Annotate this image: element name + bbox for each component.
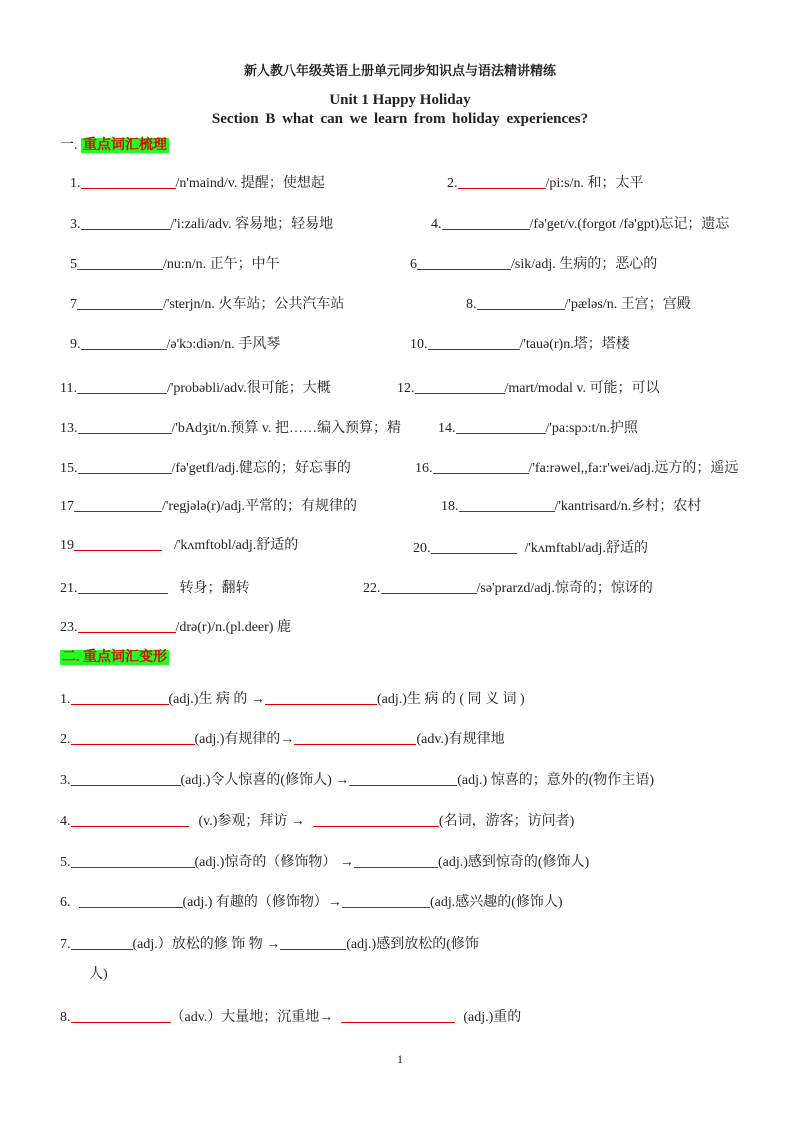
transform-row-continuation: 人) xyxy=(89,967,108,982)
vocab-item: 6 /sik/adj. 生病的；恶心的 xyxy=(410,257,658,272)
vocab-item: 11. /'probəbli/adv.很可能；大概 xyxy=(60,381,331,396)
vocab-item: 19 /'kʌmftobl/adj.舒适的 xyxy=(60,538,299,553)
answer-blank[interactable] xyxy=(78,459,172,474)
vocab-item: 21. 转身；翻转 xyxy=(60,581,250,596)
answer-blank[interactable] xyxy=(442,215,530,230)
vocab-item: 5 /nu:n/n. 正午；中午 xyxy=(70,257,280,272)
answer-blank[interactable] xyxy=(71,730,195,745)
vocab-item: 10. /'tauə(r)n.塔；塔楼 xyxy=(410,337,630,352)
vocab-item: 15. /fə'getfl/adj.健忘的；好忘事的 xyxy=(60,461,351,476)
answer-blank[interactable] xyxy=(74,536,162,551)
part1-heading xyxy=(60,134,169,154)
answer-blank[interactable] xyxy=(381,579,477,594)
vocab-item: 12. /mart/modal v. 可能；可以 xyxy=(397,381,660,396)
answer-blank[interactable] xyxy=(81,215,171,230)
answer-blank[interactable] xyxy=(349,771,457,786)
answer-blank[interactable] xyxy=(433,459,529,474)
answer-blank[interactable] xyxy=(71,853,195,868)
page-number: 1 xyxy=(397,1052,403,1066)
answer-blank[interactable] xyxy=(280,935,346,950)
answer-blank[interactable] xyxy=(77,255,163,270)
vocab-item: 16. /'fa:rəwel,,fa:r'wei/adj.远方的；遥远 xyxy=(415,461,739,476)
transform-row: 5. (adj.)惊奇的（修饰物） → (adj.)感到惊奇的(修饰人) xyxy=(60,855,590,870)
answer-blank[interactable] xyxy=(77,295,163,310)
section-title: Section B what can we learn from holiday experiences? xyxy=(211,111,589,127)
unit-title: Unit 1 Happy Holiday xyxy=(329,92,471,108)
answer-blank[interactable] xyxy=(74,497,162,512)
answer-blank[interactable] xyxy=(81,335,167,350)
vocab-item: 9. /ə'kɔ:diən/n. 手风琴 xyxy=(70,337,281,352)
answer-blank[interactable] xyxy=(71,812,189,827)
answer-blank[interactable] xyxy=(81,174,176,189)
document-header: 新人教八年级英语上册单元同步知识点与语法精讲精练 xyxy=(243,63,556,78)
answer-blank[interactable] xyxy=(71,771,181,786)
transform-row: 2. (adj.)有规律的→ (adv.)有规律地 xyxy=(60,732,505,747)
transform-row: 4. (v.)参观；拜访 → (名词，游客；访问者) xyxy=(60,814,575,829)
answer-blank[interactable] xyxy=(354,853,438,868)
vocab-item: 13. /'bAdʒit/n.预算 v. 把……编入预算；精 xyxy=(60,421,401,436)
answer-blank[interactable] xyxy=(415,379,505,394)
part2-heading xyxy=(60,646,169,666)
answer-blank[interactable] xyxy=(342,893,430,908)
answer-blank[interactable] xyxy=(79,893,183,908)
answer-blank[interactable] xyxy=(477,295,565,310)
part1-title: 重点词汇梳理 xyxy=(83,138,167,153)
answer-blank[interactable] xyxy=(71,1008,171,1023)
vocab-item: 7 /'sterjn/n. 火车站；公共汽车站 xyxy=(70,297,345,312)
answer-blank[interactable] xyxy=(431,539,517,554)
transform-row: 1. (adj.)生 病 的 → (adj.)生 病 的 ( 同 义 词 ) xyxy=(60,692,525,707)
answer-blank[interactable] xyxy=(456,419,546,434)
vocab-item: 23. /drə(r)/n.(pl.deer) 鹿 xyxy=(60,620,291,635)
vocab-item: 20. /'kʌmftabl/adj.舒适的 xyxy=(413,541,648,556)
part1-number: 一. xyxy=(60,138,78,153)
transform-row: 7. (adj.）放松的修 饰 物 → (adj.)感到放松的(修饰 xyxy=(60,937,479,952)
transform-row: 3. (adj.)令人惊喜的(修饰人) → (adj.) 惊喜的；意外的(物作主语) xyxy=(60,773,655,788)
transform-row: 8. （adv.）大量地；沉重地→ (adj.)重的 xyxy=(60,1010,522,1025)
vocab-item: 14. /'pa:spɔ:t/n.护照 xyxy=(438,421,638,436)
answer-blank[interactable] xyxy=(78,419,172,434)
vocab-item: 8. /'pæləs/n. 王宫；宫殿 xyxy=(466,297,691,312)
answer-blank[interactable] xyxy=(294,730,416,745)
answer-blank[interactable] xyxy=(265,690,377,705)
vocab-item: 17 /'regjələ(r)/adj.平常的；有规律的 xyxy=(60,499,357,514)
answer-blank[interactable] xyxy=(78,618,176,633)
vocab-item: 4. /fə'get/v.(forgot /fə'gpt)忘记；遗忘 xyxy=(431,217,730,232)
answer-blank[interactable] xyxy=(71,690,169,705)
vocab-item: 22. /sə'prarzd/adj.惊奇的；惊讶的 xyxy=(363,581,653,596)
answer-blank[interactable] xyxy=(78,579,168,594)
transform-row: 6. (adj.) 有趣的（修饰物）→ (adj.感兴趣的(修饰人) xyxy=(60,895,563,910)
vocab-item: 3. /'i:zali/adv. 容易地；轻易地 xyxy=(70,217,334,232)
answer-blank[interactable] xyxy=(71,935,133,950)
vocab-item: 1. /n'maind/v. 提醒；使想起 xyxy=(70,176,325,191)
answer-blank[interactable] xyxy=(458,174,546,189)
answer-blank[interactable] xyxy=(341,1008,455,1023)
answer-blank[interactable] xyxy=(428,335,520,350)
answer-blank[interactable] xyxy=(459,497,555,512)
answer-blank[interactable] xyxy=(77,379,167,394)
vocab-item: 2. /pi:s/n. 和；太平 xyxy=(447,176,644,191)
answer-blank[interactable] xyxy=(313,812,439,827)
part2-title: 二. 重点词汇变形 xyxy=(62,650,167,665)
answer-blank[interactable] xyxy=(417,255,511,270)
vocab-item: 18. /'kantrisard/n.乡村；农村 xyxy=(441,499,702,514)
